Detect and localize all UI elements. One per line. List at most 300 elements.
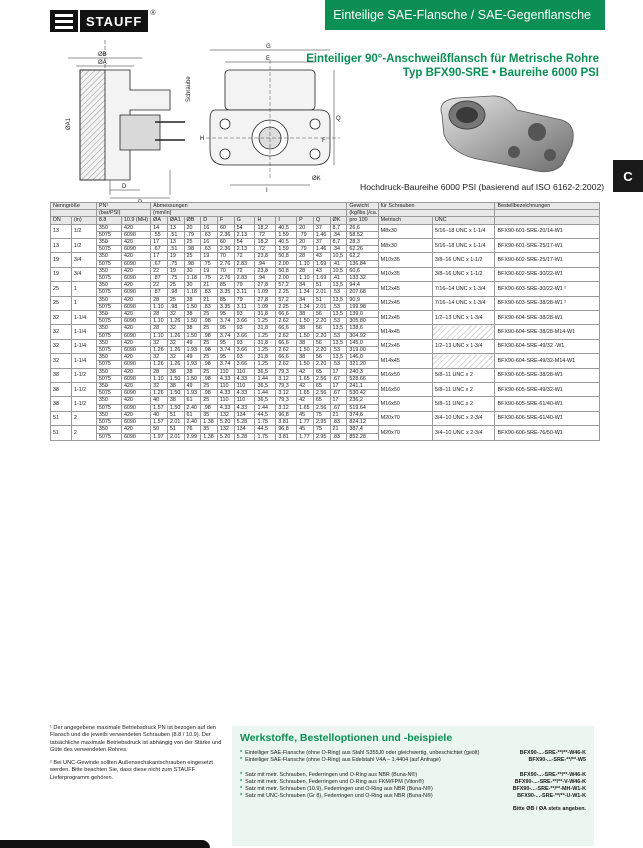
cell-unc: 3/4–10 UNC x 2-3/4: [432, 411, 495, 425]
cell-value: .98: [201, 361, 218, 368]
cell-value: .75: [201, 275, 218, 282]
cell-dn: 32: [51, 311, 72, 325]
label-i: I: [266, 188, 268, 194]
cell-value: 1.50: [297, 347, 314, 354]
cell-value: 42: [297, 383, 314, 390]
cell-dn: 32: [51, 325, 72, 339]
cell-value: 420: [121, 354, 150, 361]
cell-value: 23,8: [255, 253, 276, 260]
cell-value: 5075: [96, 275, 121, 282]
section-tab: C: [613, 160, 643, 192]
th-bestell: Bestellbezeichnungen: [495, 203, 600, 210]
cell-value: 1.26: [167, 361, 184, 368]
material-text: Einteiliger SAE-Flansche (ohne O-Ring) aus Stahl S355J0 oder gleichwertig, unbeschichtet (geölt): [245, 750, 480, 756]
materials-heading: Werkstoffe, Bestelloptionen und -beispiele: [240, 732, 453, 744]
cell-value: 420: [121, 311, 150, 318]
cell-value: 16: [201, 239, 218, 246]
cell-value: 1.97: [151, 433, 168, 440]
cell-value: 4.33: [234, 404, 255, 411]
material-code: BFX90-...-SRE-**/**-W46-K: [519, 772, 586, 778]
material-row: [240, 779, 586, 786]
materials-footer: Bitte ØB / ØA stets angeben.: [512, 806, 586, 812]
cell-value: 25: [201, 368, 218, 375]
cell-value: .67: [151, 260, 168, 267]
cell-value: 1.09: [255, 289, 276, 296]
label-e: E: [266, 56, 271, 62]
footnote-2: ² Bei UNC-Gewinde sollten Außensechskantschrauben eingesetzt werden. Bitte beachten Sie, dass diese nicht zum STAUFF Lieferprogramm gehören.: [50, 760, 213, 781]
cell-value: 1.26: [151, 347, 168, 354]
cell-value: 420: [121, 426, 150, 433]
cell-value: 79,3: [276, 397, 297, 404]
cell-value: .98: [201, 390, 218, 397]
cell-dn: 19: [51, 267, 72, 281]
cell-value: 420: [121, 239, 150, 246]
cell-value: 27,8: [255, 296, 276, 303]
cell-unc: 5/8–11 UNC x 2: [432, 397, 495, 411]
bottom-bar: [0, 840, 210, 848]
cell-value: 1.44: [255, 404, 276, 411]
cell-value: 18,2: [255, 239, 276, 246]
cell-value: 25: [167, 282, 184, 289]
material-text: Einteiliger SAE-Flansche (ohne O-Ring) aus Edelstahl V4A – 1.4404 (auf Anfrage): [245, 757, 441, 763]
cell-order: BFX90-603-SRE-30/22-W1 ²: [495, 282, 600, 296]
cell-value: 852.28: [347, 433, 378, 440]
cell-value: 50,8: [276, 253, 297, 260]
cell-value: 530.42: [347, 390, 378, 397]
cell-value: 4.33: [234, 375, 255, 382]
cell-value: .79: [297, 231, 314, 238]
cell-value: 25: [201, 339, 218, 346]
spec-table: [50, 202, 600, 441]
cell-value: .75: [167, 260, 184, 267]
cell-value: 5075: [96, 361, 121, 368]
cell-value: 79: [234, 296, 255, 303]
label-oa1: ØA1: [66, 117, 72, 130]
cell-value: 2.01: [313, 289, 330, 296]
cell-unc: 1/2–13 UNC x 1-3/4: [432, 339, 495, 353]
cell-value: 43: [313, 267, 330, 274]
cell-value: 37: [313, 224, 330, 231]
cell-value: 13,5: [330, 354, 347, 361]
cell-value: 57,2: [276, 296, 297, 303]
material-row: [240, 793, 586, 800]
th-gew-unit: (kg/lbs.)/ca.: [347, 210, 378, 217]
cell-value: 321.20: [347, 361, 378, 368]
cell-order: BFX90-601-SRE-20/14-W1: [495, 224, 600, 238]
cell-value: 10,5: [330, 253, 347, 260]
cell-value: .79: [184, 231, 201, 238]
cell-value: .41: [330, 260, 347, 267]
cell-value: .53: [330, 332, 347, 339]
cell-value: 13: [167, 224, 184, 231]
cell-unc: 5/8–11 UNC x 2: [432, 383, 495, 397]
cell-value: 76: [184, 426, 201, 433]
cell-unc: 7/16–14 UNC x 1-3/4: [432, 282, 495, 296]
cell-value: 18,2: [255, 224, 276, 231]
cell-value: 6090: [121, 231, 150, 238]
cell-order: BFX90-603-SRE-38/28-W1 ²: [495, 296, 600, 310]
cell-value: 62,2: [347, 253, 378, 260]
cell-value: 1.93: [184, 347, 201, 354]
table-row: [51, 267, 600, 274]
cell-value: .63: [201, 231, 218, 238]
cell-value: 6090: [121, 275, 150, 282]
cell-value: 28: [151, 311, 168, 318]
table-row: [51, 311, 600, 318]
cell-value: 387,4: [347, 426, 378, 433]
cell-value: 38: [184, 325, 201, 332]
cell-metric: M8x30: [378, 239, 432, 253]
cell-value: 241,1: [347, 383, 378, 390]
table-row: [51, 354, 600, 361]
cell-value: 1.26: [167, 347, 184, 354]
cell-value: 350: [96, 368, 121, 375]
cell-value: 519.64: [347, 404, 378, 411]
cell-value: 5075: [96, 419, 121, 426]
cell-value: 66,6: [276, 325, 297, 332]
th-col-4: ØA: [151, 217, 168, 224]
cell-value: 25: [201, 311, 218, 318]
cell-value: 85: [217, 282, 234, 289]
table-row: [51, 239, 600, 246]
cell-value: 60: [217, 224, 234, 231]
cell-value: 1.50: [184, 375, 201, 382]
cell-value: 54: [234, 224, 255, 231]
th-abmessungen: Abmessungen: [151, 203, 347, 210]
cell-value: .34: [330, 246, 347, 253]
star-icon: *: [240, 772, 243, 778]
material-text: Satz mit metr. Schrauben, Federringen und O-Ring aus FKM/FPM (Viton®): [245, 779, 424, 785]
cell-value: 528.66: [347, 375, 378, 382]
cell-value: 50,8: [276, 267, 297, 274]
cell-value: .53: [330, 361, 347, 368]
cell-value: 2.56: [313, 375, 330, 382]
th-gewicht: Gewicht: [347, 203, 378, 210]
th-col-0: DN: [51, 217, 72, 224]
logo-text: STAUFF: [80, 10, 148, 32]
cell-value: 19: [167, 267, 184, 274]
cell-value: 1.50: [167, 404, 184, 411]
cell-value: .53: [330, 347, 347, 354]
th-col-3: 10.9 (MH): [121, 217, 150, 224]
cell-value: 2.99: [184, 433, 201, 440]
cell-value: 1.77: [297, 433, 314, 440]
cell-value: 2.62: [276, 347, 297, 354]
cell-value: 1.59: [276, 231, 297, 238]
cell-value: 17: [330, 383, 347, 390]
table-row: [51, 325, 600, 332]
footnotes: [50, 725, 228, 788]
cell-value: 95: [217, 354, 234, 361]
cell-value: 1.93: [184, 390, 201, 397]
cell-value: 51: [167, 411, 184, 418]
cell-value: 25: [201, 325, 218, 332]
cell-value: 75: [313, 426, 330, 433]
cell-value: 350: [96, 411, 121, 418]
cell-value: 38: [167, 383, 184, 390]
cell-value: 6090: [121, 433, 150, 440]
cell-value: 36,5: [255, 368, 276, 375]
cell-value: 350: [96, 253, 121, 260]
cell-value: 2.20: [313, 347, 330, 354]
cell-value: .87: [151, 275, 168, 282]
cell-value: 38: [184, 296, 201, 303]
cell-dn: 38: [51, 368, 72, 382]
cell-value: 38: [297, 311, 314, 318]
cell-value: 5.28: [234, 419, 255, 426]
cell-value: 305.80: [347, 318, 378, 325]
cell-unc: 3/8–16 UNC x 1-1/2: [432, 253, 495, 267]
cell-value: 58.52: [347, 231, 378, 238]
th-col-12: P: [297, 217, 314, 224]
cell-value: 1.38: [201, 433, 218, 440]
cell-value: .75: [167, 275, 184, 282]
cell-value: .63: [201, 246, 218, 253]
cell-value: 1.09: [255, 303, 276, 310]
cell-value: 93: [234, 325, 255, 332]
cell-value: 49: [184, 383, 201, 390]
cell-value: .94: [255, 275, 276, 282]
cell-in: 1: [71, 296, 96, 310]
cell-dn: 25: [51, 296, 72, 310]
cell-value: 1.26: [151, 361, 168, 368]
cell-in: 1-1/4: [71, 325, 96, 339]
cell-value: 25: [184, 239, 201, 246]
cell-value: 3.35: [217, 303, 234, 310]
cell-value: 1.18: [184, 275, 201, 282]
cell-in: 1/2: [71, 224, 96, 238]
cell-value: 3.66: [234, 347, 255, 354]
cell-value: 5075: [96, 318, 121, 325]
cell-value: 5075: [96, 404, 121, 411]
cell-value: 350: [96, 339, 121, 346]
cell-value: 3.66: [234, 332, 255, 339]
cell-value: 45: [297, 411, 314, 418]
cell-value: 38: [167, 368, 184, 375]
cell-value: .67: [330, 375, 347, 382]
cell-value: 32: [167, 339, 184, 346]
cell-value: 2.01: [313, 303, 330, 310]
cell-value: 1.26: [151, 390, 168, 397]
cell-value: 2.01: [167, 419, 184, 426]
cell-metric: M12x45: [378, 296, 432, 310]
cell-value: 1.38: [201, 419, 218, 426]
cell-metric: M16x50: [378, 383, 432, 397]
cell-value: 420: [121, 224, 150, 231]
table-row: [51, 397, 600, 404]
cell-value: 3.66: [234, 361, 255, 368]
cell-value: 3.12: [276, 390, 297, 397]
cell-order: BFX90-604-SRE-38/28-W1: [495, 311, 600, 325]
cell-value: 1.10: [151, 303, 168, 310]
footnote-1: ¹ Der angegebene maximale Betriebsdruck PN ist bezogen auf den Flansch und die jeweils verwendeten Schrauben (8.8 / 10.9). Der tatsächliche maximale Betriebsdruck ist abhängig von der Stärke und Güte des verwendeten Rohres.: [50, 725, 222, 753]
cell-value: 6090: [121, 318, 150, 325]
cell-metric: M16x50: [378, 397, 432, 411]
cell-in: 1-1/2: [71, 383, 96, 397]
cell-unc: 5/16–18 UNC x 1-1/4: [432, 239, 495, 253]
title-line1: Einteiliger 90°-Anschweißflansch für Metrische Rohre: [306, 53, 599, 65]
label-schraube: Schraube: [186, 76, 192, 102]
cell-dn: 13: [51, 239, 72, 253]
cell-value: 2.76: [217, 275, 234, 282]
cell-value: 3.11: [234, 303, 255, 310]
cell-value: 65: [313, 383, 330, 390]
cell-value: 3.35: [217, 289, 234, 296]
logo-reg: ®: [150, 10, 156, 17]
cell-value: 5075: [96, 433, 121, 440]
cell-metric: M10x35: [378, 267, 432, 281]
cell-value: 2.83: [234, 260, 255, 267]
cell-value: 25: [201, 354, 218, 361]
cell-value: 420: [121, 267, 150, 274]
cell-value: 17: [330, 397, 347, 404]
cell-value: 5.20: [217, 419, 234, 426]
cell-value: 60,6: [347, 267, 378, 274]
cell-value: .72: [255, 231, 276, 238]
cell-value: 28: [297, 267, 314, 274]
cell-value: 2.83: [234, 275, 255, 282]
cell-order: BFX90-602-SRE-30/22-W1: [495, 267, 600, 281]
cell-dn: 38: [51, 383, 72, 397]
cell-value: 2.62: [276, 318, 297, 325]
cell-value: 4.33: [234, 390, 255, 397]
material-code: BFX90-...-SRE-**/**-W5: [528, 757, 586, 763]
cell-value: 350: [96, 267, 121, 274]
cell-in: 3/4: [71, 253, 96, 267]
th-pn-unit: (bar/PSI): [96, 210, 150, 217]
cell-in: 2: [71, 426, 96, 440]
cell-value: 19: [167, 253, 184, 260]
cell-metric: M16x50: [378, 368, 432, 382]
cell-value: 1.10: [297, 260, 314, 267]
cell-value: 1.69: [313, 275, 330, 282]
cell-value: 56: [313, 339, 330, 346]
cell-value: .67: [151, 246, 168, 253]
cell-value: .87: [151, 289, 168, 296]
cell-value: 13,5: [330, 282, 347, 289]
cell-value: 56: [313, 325, 330, 332]
cell-value: 4.33: [217, 404, 234, 411]
cell-value: 1.25: [255, 347, 276, 354]
cell-value: 3.81: [276, 419, 297, 426]
cell-value: 21: [330, 426, 347, 433]
cell-value: 13,5: [330, 311, 347, 318]
cell-value: 1.57: [151, 419, 168, 426]
cell-value: 31,8: [255, 354, 276, 361]
th-col-17: UNC: [432, 217, 495, 224]
cell-value: 31,8: [255, 311, 276, 318]
cell-value: 420: [121, 397, 150, 404]
cell-value: .34: [330, 231, 347, 238]
cell-value: 25: [201, 383, 218, 390]
cell-value: 95: [217, 325, 234, 332]
cell-value: 1.50: [297, 332, 314, 339]
cell-in: 2: [71, 411, 96, 425]
cell-value: 2.56: [313, 404, 330, 411]
cell-value: 132: [217, 411, 234, 418]
cell-value: 1.50: [297, 361, 314, 368]
cell-value: 134: [234, 411, 255, 418]
cell-value: 17: [151, 239, 168, 246]
cell-value: 6090: [121, 332, 150, 339]
label-q: Q: [336, 116, 341, 122]
cell-metric: M14x45: [378, 354, 432, 368]
cell-value: .75: [201, 260, 218, 267]
cell-value: 51: [313, 296, 330, 303]
product-title: [306, 52, 599, 80]
cell-value: 1.65: [297, 390, 314, 397]
cell-value: 2.40: [184, 404, 201, 411]
table-row: [51, 296, 600, 303]
cell-value: 3.74: [217, 361, 234, 368]
cell-value: 16: [201, 224, 218, 231]
cell-value: 420: [121, 368, 150, 375]
cell-value: 25: [184, 253, 201, 260]
cell-value: .67: [330, 404, 347, 411]
cell-value: 1.46: [313, 246, 330, 253]
cell-value: .83: [330, 433, 347, 440]
cell-value: 40: [151, 411, 168, 418]
cell-value: 2.13: [234, 231, 255, 238]
cell-value: 95: [217, 311, 234, 318]
th-col-10: H: [255, 217, 276, 224]
cell-value: 25: [167, 296, 184, 303]
cell-value: 420: [121, 282, 150, 289]
th-col-15: pro 100: [347, 217, 378, 224]
cell-value: 49: [184, 339, 201, 346]
cell-value: 1.46: [313, 231, 330, 238]
label-d: D: [122, 184, 127, 190]
cell-value: 62.26: [347, 246, 378, 253]
cell-value: 35: [201, 426, 218, 433]
cell-value: 207.68: [347, 289, 378, 296]
cell-value: 54: [234, 239, 255, 246]
cell-value: .98: [201, 404, 218, 411]
cell-value: 824.12: [347, 419, 378, 426]
cell-value: 44,5: [255, 411, 276, 418]
cell-value: 110: [217, 383, 234, 390]
cell-value: 61: [184, 411, 201, 418]
cell-value: 136.84: [347, 260, 378, 267]
cell-value: 5075: [96, 231, 121, 238]
th-schrauben: für Schrauben: [378, 203, 495, 210]
cell-value: .98: [184, 246, 201, 253]
cell-value: 6090: [121, 303, 150, 310]
cell-value: 32: [167, 354, 184, 361]
cell-value: 1.26: [167, 332, 184, 339]
cell-value: .83: [330, 419, 347, 426]
cell-value: 3.11: [234, 289, 255, 296]
cell-value: 57,2: [276, 282, 297, 289]
cell-value: 2.62: [276, 332, 297, 339]
cell-value: 2.20: [313, 361, 330, 368]
cell-dn: 51: [51, 411, 72, 425]
cell-metric: M12x45: [378, 311, 432, 325]
th-col-9: G: [234, 217, 255, 224]
cell-value: 5075: [96, 347, 121, 354]
cell-value: .53: [330, 303, 347, 310]
cell-value: 66,6: [276, 354, 297, 361]
material-code: BFX90-...-SRE-**/**-U-W1-K: [517, 793, 586, 799]
label-oa: ØA: [98, 60, 107, 66]
cell-unc: 7/16–14 UNC x 1-3/4: [432, 296, 495, 310]
cell-value: 34: [297, 282, 314, 289]
cell-value: 40: [151, 397, 168, 404]
cell-value: 70: [217, 267, 234, 274]
cell-in: 1-1/4: [71, 311, 96, 325]
th-col-1: (in): [71, 217, 96, 224]
cell-value: 40,5: [276, 224, 297, 231]
